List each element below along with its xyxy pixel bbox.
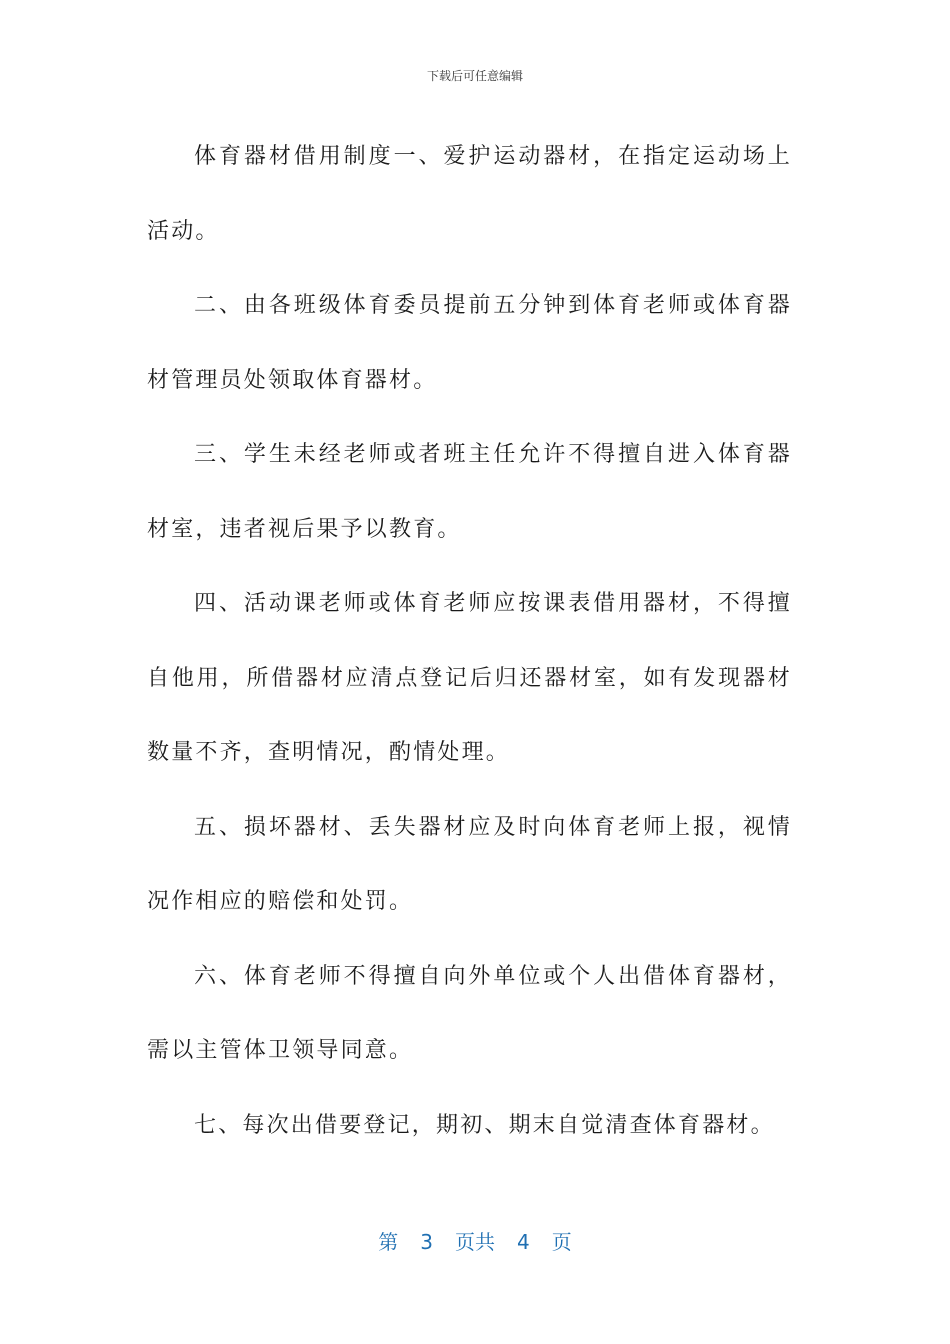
paragraph-2: 二、由各班级体育委员提前五分钟到体育老师或体育器材管理员处领取体育器材。 — [147, 293, 792, 393]
document-body — [147, 120, 792, 1163]
paragraph-1: 体育器材借用制度一、爱护运动器材，在指定运动场上活动。 — [147, 144, 792, 244]
footer-middle: 页共 — [455, 1230, 495, 1254]
footer-prefix: 第 — [378, 1230, 399, 1254]
page-number-footer — [0, 1226, 950, 1255]
footer-current-page: 3 — [420, 1230, 433, 1254]
paragraph-4: 四、活动课老师或体育老师应按课表借用器材，不得擅自他用，所借器材应清点登记后归还器材室，如有发现器材数量不齐，查明情况，酌情处理。 — [147, 591, 792, 765]
paragraph-7: 七、每次出借要登记，期初、期末自觉清查体育器材。 — [194, 1112, 775, 1138]
page-header: 下载后可任意编辑 — [426, 69, 523, 83]
paragraph-3: 三、学生未经老师或者班主任允许不得擅自进入体育器材室，违者视后果予以教育。 — [147, 442, 792, 542]
paragraph-6: 六、体育老师不得擅自向外单位或个人出借体育器材，需以主管体卫领导同意。 — [147, 963, 792, 1063]
paragraph-5: 五、损坏器材、丢失器材应及时向体育老师上报，视情况作相应的赔偿和处罚。 — [147, 814, 792, 914]
footer-suffix: 页 — [551, 1230, 572, 1254]
footer-total-pages: 4 — [517, 1230, 530, 1254]
